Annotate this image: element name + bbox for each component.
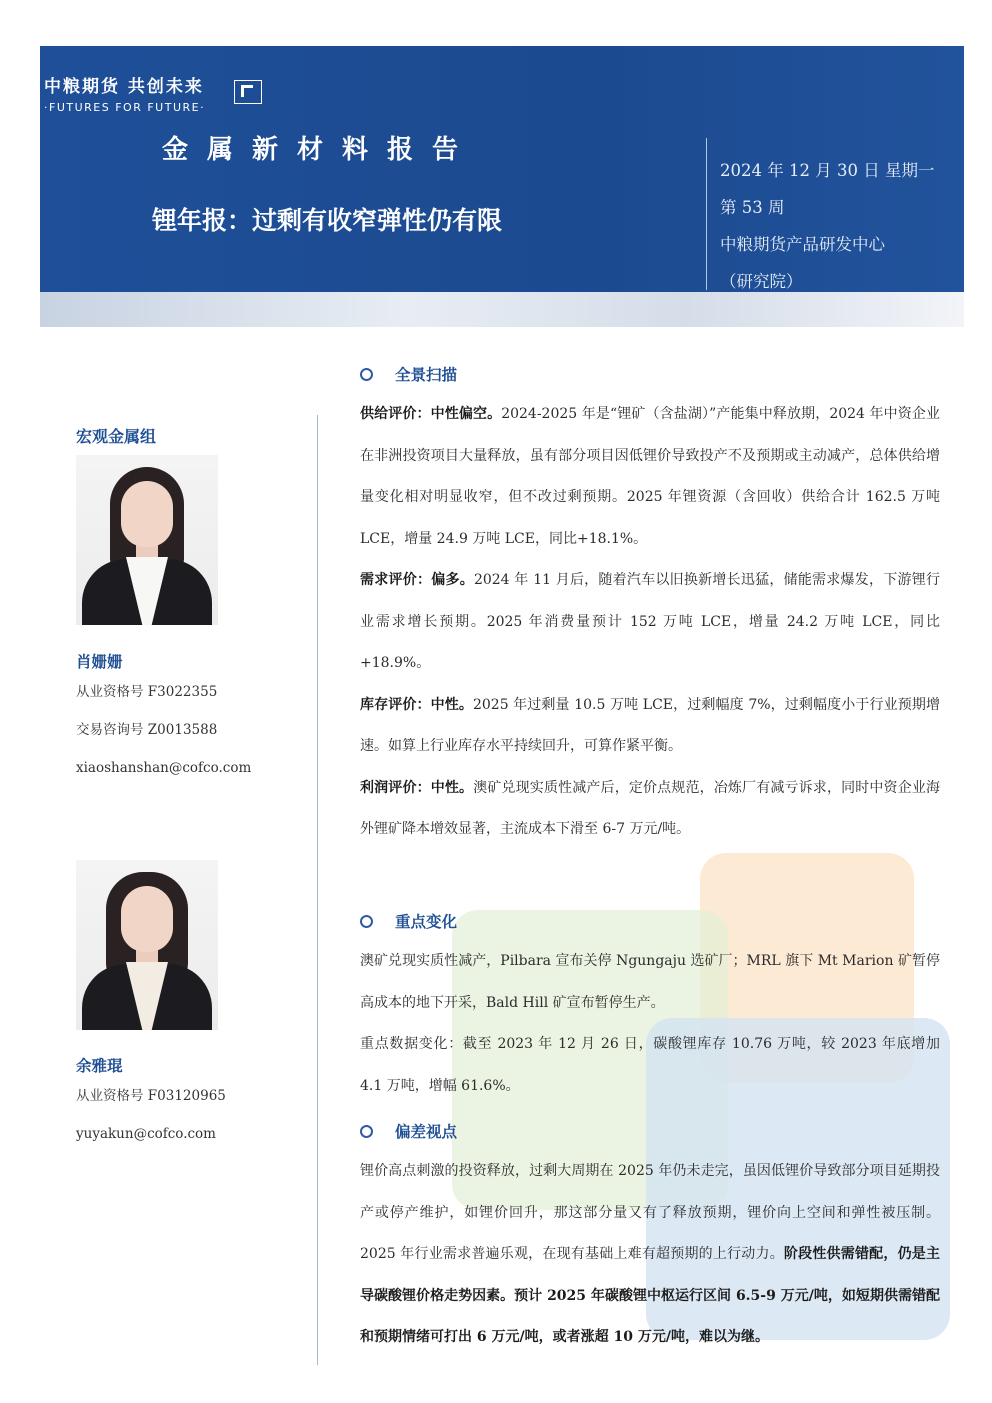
section-heading-changes: 重点变化 bbox=[360, 910, 457, 932]
section-heading-deviation: 偏差视点 bbox=[360, 1120, 457, 1142]
profit-paragraph: 利润评价：中性。澳矿兑现实质性减产后，定价点规范，冶炼厂有减亏诉求，同时中资企业海外锂矿降本增效显著，主流成本下滑至 6-7 万元/吨。 bbox=[360, 779, 941, 837]
analyst-license: 从业资格号 F03120965 bbox=[76, 1088, 226, 1104]
changes-data-paragraph: 重点数据变化：截至 2023 年 12 月 26 日，碳酸锂库存 10.76 万吨，较 2023 年底增加 4.1 万吨，增幅 61.6%。 bbox=[360, 1036, 940, 1094]
changes-paragraph: 澳矿兑现实质性减产，Pilbara 宣布关停 Ngungaju 选矿厂；MRL 旗下 Mt Marion 矿暂停高成本的地下开采，Bald Hill 矿宣布暂停生产。 bbox=[360, 953, 940, 1011]
banner-divider bbox=[706, 138, 707, 290]
column-divider bbox=[317, 415, 318, 1365]
analyst-name: 肖姗姗 bbox=[76, 652, 123, 671]
analyst-photo bbox=[76, 860, 218, 1030]
analyst-photo bbox=[76, 455, 218, 625]
report-type: 金属新材料报告 bbox=[162, 135, 478, 165]
analyst-license: 从业资格号 F3022355 bbox=[76, 684, 218, 700]
report-title: 锂年报：过剩有收窄弹性仍有限 bbox=[152, 206, 503, 235]
report-week: 第 53 周 bbox=[720, 198, 785, 217]
banner-main bbox=[40, 46, 964, 292]
analyst-email[interactable]: yuyakun@cofco.com bbox=[76, 1126, 216, 1142]
analyst-name: 余雅琨 bbox=[76, 1056, 123, 1075]
logo-en: ·FUTURES FOR FUTURE· bbox=[44, 101, 206, 114]
report-date: 2024 年 12 月 30 日 星期一 bbox=[720, 161, 935, 180]
circle-bullet-icon bbox=[360, 368, 373, 381]
company-logo bbox=[44, 72, 205, 114]
analyst-email[interactable]: xiaoshanshan@cofco.com bbox=[76, 760, 252, 776]
logo-mark-icon bbox=[234, 80, 262, 104]
report-meta bbox=[720, 152, 934, 300]
analyst-info bbox=[76, 673, 251, 787]
analyst-info bbox=[76, 1077, 226, 1153]
circle-bullet-icon bbox=[360, 915, 373, 928]
header-banner bbox=[40, 46, 964, 327]
deviation-paragraph: 锂价高点刺激的投资释放，过剩大周期在 2025 年仍未走完，虽因低锂价导致部分项目延期投产或停产维护，如锂价回升，那这部分量又有了释放预期，锂价向上空间和弹性被压制。2025 年行业需求普遍乐观，在现有基础上难有超预期的上行动力。阶段性供需错配，仍是主导碳酸锂价格走势因素。预计 2025 年碳酸锂中枢运行区间 6.5-9 万元/吨，如短期供需错配和预期情绪可打出 6 万元/吨，或者涨超 10 万元/吨，难以为继。 bbox=[360, 1163, 941, 1345]
report-org: 中粮期货产品研发中心 bbox=[720, 235, 885, 254]
group-title: 宏观金属组 bbox=[76, 427, 157, 446]
inventory-paragraph: 库存评价：中性。2025 年过剩量 10.5 万吨 LCE，过剩幅度 7%，过剩幅度小于行业预期增速。如算上行业库存水平持续回升，可算作紧平衡。 bbox=[360, 696, 941, 754]
deviation-content bbox=[360, 1151, 940, 1359]
report-org-sub: （研究院） bbox=[720, 272, 803, 291]
analyst-advisory: 交易咨询号 Z0013588 bbox=[76, 722, 218, 738]
supply-paragraph: 供给评价：中性偏空。2024-2025 年是“锂矿（含盐湖）”产能集中释放期，2024 年中资企业在非洲投资项目大量释放，虽有部分项目因低锂价导致投产不及预期或主动减产，总体供给增量变化相对明显收窄，但不改过剩预期。2025 年锂资源（含回收）供给合计 162.5 万吨 LCE，增量 24.9 万吨 LCE，同比+18.1%。 bbox=[360, 406, 940, 547]
circle-bullet-icon bbox=[360, 1125, 373, 1138]
section-heading-overview: 全景扫描 bbox=[360, 363, 457, 385]
demand-paragraph: 需求评价：偏多。2024 年 11 月后，随着汽车以旧换新增长迅猛，储能需求爆发，下游锂行业需求增长预期。2025 年消费量预计 152 万吨 LCE，增量 24.2 万吨 LCE，同比+18.9%。 bbox=[360, 572, 940, 671]
changes-content bbox=[360, 941, 940, 1107]
overview-content bbox=[360, 394, 940, 851]
logo-cn: 中粮期货 共创未来 bbox=[44, 77, 204, 97]
